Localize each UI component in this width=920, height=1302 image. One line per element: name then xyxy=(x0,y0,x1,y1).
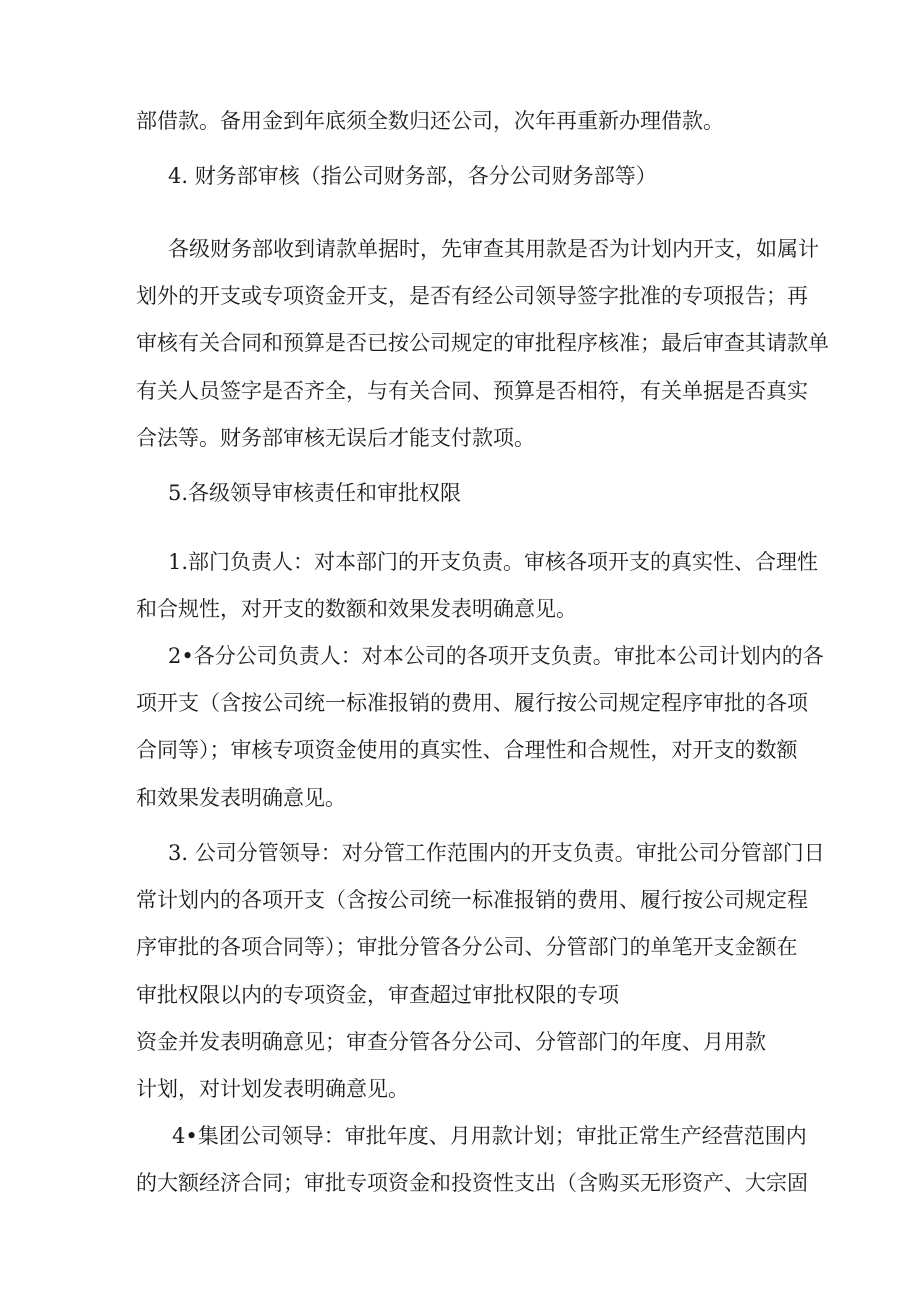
text-line: 1.部门负责人：对本部门的开支负责。审核各项开支的真实性、合理性 xyxy=(168,550,819,574)
text-line: 合同等）；审核专项资金使用的真实性、合理性和合规性，对开支的数额 xyxy=(136,738,798,762)
text-line: 划外的开支或专项资金开支，是否有经公司领导签字批准的专项报告；再 xyxy=(136,284,808,308)
text-line: 资金并发表明确意见；审查分管各分公司、分管部门的年度、月用款 xyxy=(136,1030,766,1054)
text-line: 计划，对计划发表明确意见。 xyxy=(136,1077,409,1101)
text-line: 序审批的各项合同等）；审批分管各分公司、分管部门的单笔开支金额在 xyxy=(136,935,798,959)
text-line: 和效果发表明确意见。 xyxy=(136,786,346,810)
text-line: 部借款。备用金到年底须全数归还公司，次年再重新办理借款。 xyxy=(136,109,724,133)
text-line: 和合规性，对开支的数额和效果发表明确意见。 xyxy=(136,597,577,621)
text-line: 的大额经济合同；审批专项资金和投资性支出（含购买无形资产、大宗固 xyxy=(136,1171,808,1195)
text-line: 2•各分公司负责人：对本公司的各项开支负责。审批本公司计划内的各 xyxy=(168,644,824,668)
text-line: 有关人员签字是否齐全，与有关合同、预算是否相符，有关单据是否真实 xyxy=(136,379,808,403)
section-heading: 5.各级领导审核责任和审批权限 xyxy=(168,481,462,505)
text-line: 3. 公司分管领导：对分管工作范围内的开支负责。审批公司分管部门日 xyxy=(168,841,825,865)
text-line: 4•集团公司领导：审批年度、月用款计划；审批正常生产经营范围内 xyxy=(172,1124,807,1148)
text-line: 合法等。财务部审核无误后才能支付款项。 xyxy=(136,426,535,450)
text-line: 各级财务部收到请款单据时，先审查其用款是否为计划内开支，如属计 xyxy=(168,237,819,261)
text-line: 审批权限以内的专项资金，审查超过审批权限的专项 xyxy=(136,983,619,1007)
text-line: 常计划内的各项开支（含按公司统一标准报销的费用、履行按公司规定程 xyxy=(136,888,808,912)
text-line: 审核有关合同和预算是否已按公司规定的审批程序核准；最后审查其请款单 xyxy=(136,331,829,355)
text-line: 项开支（含按公司统一标准报销的费用、履行按公司规定程序审批的各项 xyxy=(136,691,808,715)
section-heading: 4. 财务部审核（指公司财务部，各分公司财务部等） xyxy=(168,164,657,188)
